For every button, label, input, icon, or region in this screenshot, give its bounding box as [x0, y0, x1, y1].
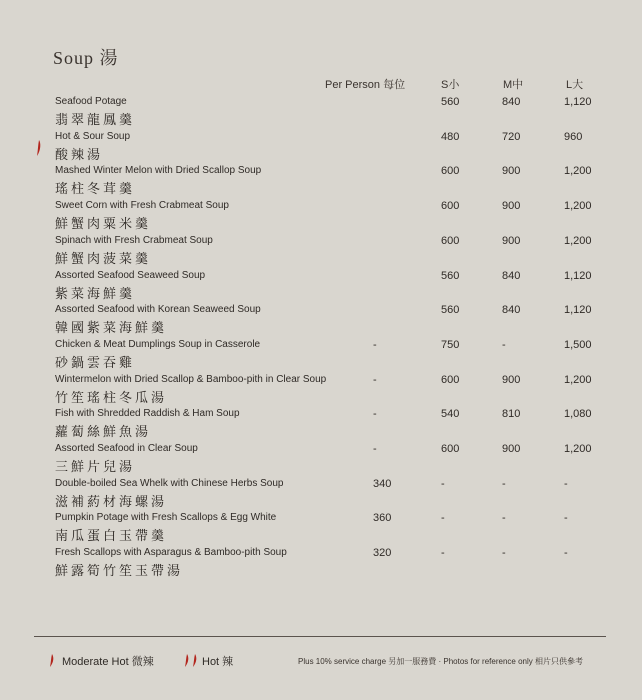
price-per-person: - [373, 374, 377, 386]
price-medium: 840 [502, 304, 521, 316]
section-title: Soup 湯 [53, 48, 119, 68]
price-small: 600 [441, 443, 460, 455]
item-name-zh: 鮮蟹肉菠菜羹 [55, 251, 152, 266]
item-name-en: Pumpkin Potage with Fresh Scallops & Egg White [55, 512, 277, 523]
menu-item [0, 547, 642, 581]
legend-hot: Hot 辣 [202, 656, 234, 668]
item-name-en: Chicken & Meat Dumplings Soup in Casserole [55, 339, 261, 350]
menu-item [0, 374, 642, 408]
item-name-zh: 三鮮片兒湯 [55, 459, 136, 474]
price-medium: - [502, 547, 506, 559]
price-medium: 840 [502, 270, 521, 282]
item-name-en: Assorted Seafood with Korean Seaweed Soup [55, 304, 261, 315]
item-name-en: Assorted Seafood in Clear Soup [55, 443, 198, 454]
item-name-zh: 紫菜海鮮羹 [55, 286, 136, 301]
price-small: 560 [441, 96, 460, 108]
item-name-zh: 鮮蟹肉粟米羹 [55, 216, 152, 231]
item-name-zh: 南瓜蛋白玉帶羹 [55, 528, 168, 543]
item-name-en: Assorted Seafood Seaweed Soup [55, 270, 206, 281]
price-small: 560 [441, 304, 460, 316]
item-name-en: Wintermelon with Dried Scallop & Bamboo-pith in Clear Soup [55, 374, 327, 385]
item-name-zh: 砂鍋雲吞雞 [55, 355, 136, 370]
menu-item [0, 408, 642, 442]
header-large: L大 [566, 79, 584, 91]
item-name-zh: 竹笙瑤柱冬瓜湯 [55, 390, 168, 405]
price-medium: 900 [502, 235, 521, 247]
menu-item [0, 235, 642, 269]
chili-icon [49, 654, 55, 667]
item-name-en: Mashed Winter Melon with Dried Scallop Soup [55, 165, 262, 176]
price-small: 600 [441, 374, 460, 386]
price-medium: - [502, 339, 506, 351]
menu-item [0, 270, 642, 304]
price-per-person: 340 [373, 478, 392, 490]
price-large: 1,200 [564, 200, 592, 212]
header-per-person: Per Person 每位 [325, 79, 406, 91]
price-large: 960 [564, 131, 583, 143]
price-small: 560 [441, 270, 460, 282]
item-name-en: Spinach with Fresh Crabmeat Soup [55, 235, 213, 246]
price-medium: - [502, 512, 506, 524]
item-name-en: Fresh Scallops with Asparagus & Bamboo-pith Soup [55, 547, 287, 558]
menu-item [0, 131, 642, 165]
item-name-en: Fish with Shredded Raddish & Ham Soup [55, 408, 240, 419]
price-large: 1,200 [564, 165, 592, 177]
price-large: - [564, 547, 568, 559]
price-large: - [564, 478, 568, 490]
item-name-zh: 瑤柱冬茸羹 [55, 181, 136, 196]
price-small: - [441, 547, 445, 559]
price-large: 1,120 [564, 96, 592, 108]
price-large: 1,200 [564, 374, 592, 386]
item-name-zh: 翡翠龍鳳羹 [55, 112, 136, 127]
chili-icon [184, 654, 190, 667]
price-medium: 900 [502, 374, 521, 386]
price-small: 750 [441, 339, 460, 351]
price-large: 1,500 [564, 339, 592, 351]
price-small: 540 [441, 408, 460, 420]
price-small: 600 [441, 235, 460, 247]
item-name-zh: 酸辣湯 [55, 147, 104, 162]
menu-item [0, 304, 642, 338]
item-name-zh: 蘿蔔絲鮮魚湯 [55, 424, 152, 439]
price-per-person: - [373, 408, 377, 420]
header-small: S小 [441, 79, 460, 91]
item-name-en: Double-boiled Sea Whelk with Chinese Herbs Soup [55, 478, 284, 489]
price-per-person: 320 [373, 547, 392, 559]
menu-item [0, 339, 642, 373]
price-small: 600 [441, 165, 460, 177]
item-name-en: Sweet Corn with Fresh Crabmeat Soup [55, 200, 229, 211]
price-medium: 900 [502, 443, 521, 455]
header-medium: M中 [503, 79, 524, 91]
menu-item [0, 443, 642, 477]
price-medium: 810 [502, 408, 521, 420]
price-large: 1,120 [564, 304, 592, 316]
price-medium: 900 [502, 200, 521, 212]
price-medium: 840 [502, 96, 521, 108]
service-charge-note: Plus 10% service charge 另加一服務費 · Photos for reference only 相片只供參考 [298, 657, 583, 666]
price-large: 1,200 [564, 443, 592, 455]
price-per-person: 360 [373, 512, 392, 524]
price-large: 1,080 [564, 408, 592, 420]
price-per-person: - [373, 339, 377, 351]
item-name-zh: 韓國紫菜海鮮羹 [55, 320, 168, 335]
price-large: - [564, 512, 568, 524]
price-per-person: - [373, 443, 377, 455]
legend-moderate-hot: Moderate Hot 微辣 [62, 656, 154, 668]
item-name-zh: 滋補葯材海螺湯 [55, 494, 168, 509]
price-small: - [441, 512, 445, 524]
price-large: 1,120 [564, 270, 592, 282]
item-name-en: Hot & Sour Soup [55, 131, 131, 142]
price-small: 600 [441, 200, 460, 212]
menu-item [0, 200, 642, 234]
item-name-zh: 鮮露筍竹笙玉帶湯 [55, 563, 184, 578]
price-small: - [441, 478, 445, 490]
footer-divider [34, 636, 606, 637]
chili-icon [192, 654, 198, 667]
menu-item [0, 512, 642, 546]
item-name-en: Seafood Potage [55, 96, 127, 107]
price-medium: - [502, 478, 506, 490]
price-large: 1,200 [564, 235, 592, 247]
menu-item [0, 478, 642, 512]
price-medium: 900 [502, 165, 521, 177]
price-small: 480 [441, 131, 460, 143]
menu-item [0, 96, 642, 130]
price-medium: 720 [502, 131, 521, 143]
menu-item [0, 165, 642, 199]
